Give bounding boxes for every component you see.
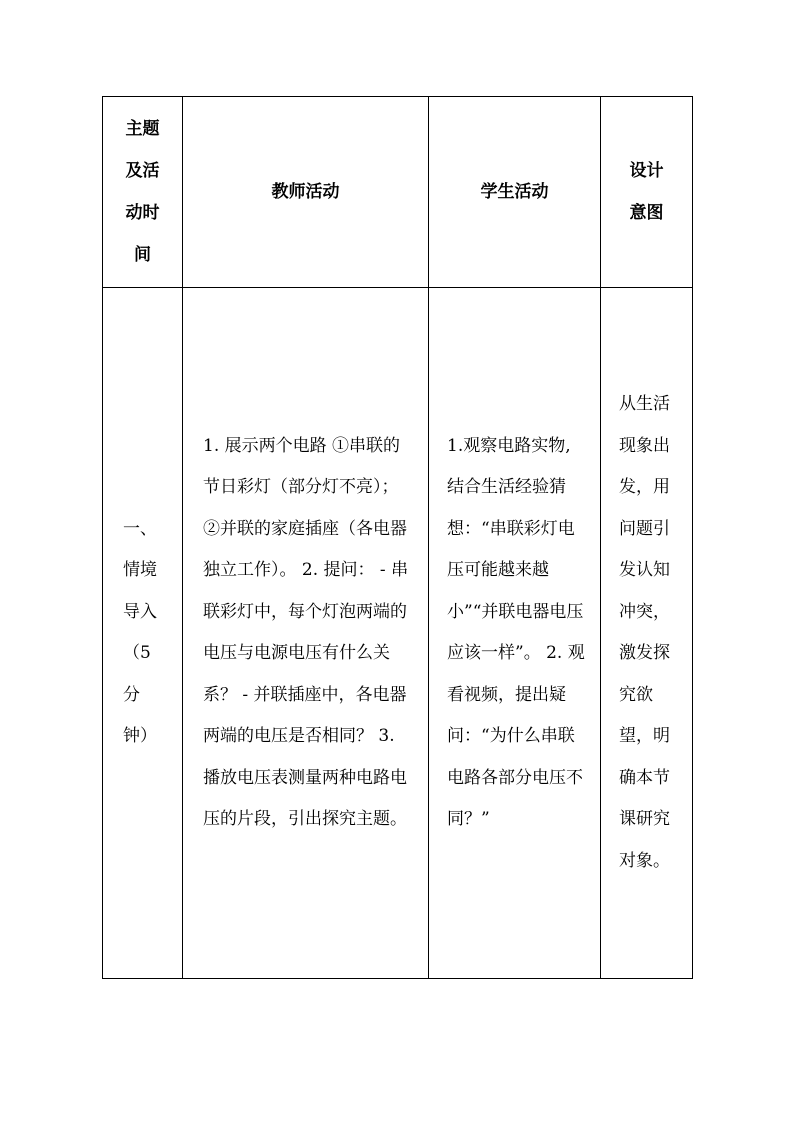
header-student-activity-label: 学生活动: [480, 182, 549, 202]
header-topic-time-label: 主题及活动时间: [125, 119, 160, 265]
row-cell-intent: [601, 288, 693, 979]
header-cell-student: [429, 97, 601, 288]
table-row: [103, 288, 693, 979]
design-intent-text: 从生活现象出发，用问题引发认知冲突，激发探究欲望，明确本节课研究对象。: [619, 394, 670, 871]
topic-time-text: 一、情境导入（5分钟）: [123, 518, 157, 746]
row-cell-topic-time: [103, 288, 183, 979]
row-cell-teacher: [183, 288, 429, 979]
header-cell-topic-time: [103, 97, 183, 288]
teacher-activity-text: 1. 展示两个电路 ①串联的节日彩灯（部分灯不亮）；②并联的家庭插座（各电器独立工作）。 2. 提问： - 串联彩灯中，每个灯泡两端的电压与电源电压有什么关系？ - 并联插座中，各电器两端的电压是否相同？ 3. 播放电压表测量两种电路电压的片段，引出探究主题。: [203, 435, 409, 829]
row-cell-student: [429, 288, 601, 979]
header-teacher-activity-label: 教师活动: [271, 182, 340, 202]
lesson-plan-table: [102, 96, 693, 979]
table-header-row: [103, 97, 693, 288]
header-cell-intent: [601, 97, 693, 288]
student-activity-text: 1.观察电路实物,结合生活经验猜想：“串联彩灯电压可能越来越小”“并联电器电压应该一样”。 2. 观看视频，提出疑问：“为什么串联电路各部分电压不同？”: [447, 435, 585, 829]
header-cell-teacher: [183, 97, 429, 288]
header-design-intent-label: 设计意图: [629, 161, 664, 223]
